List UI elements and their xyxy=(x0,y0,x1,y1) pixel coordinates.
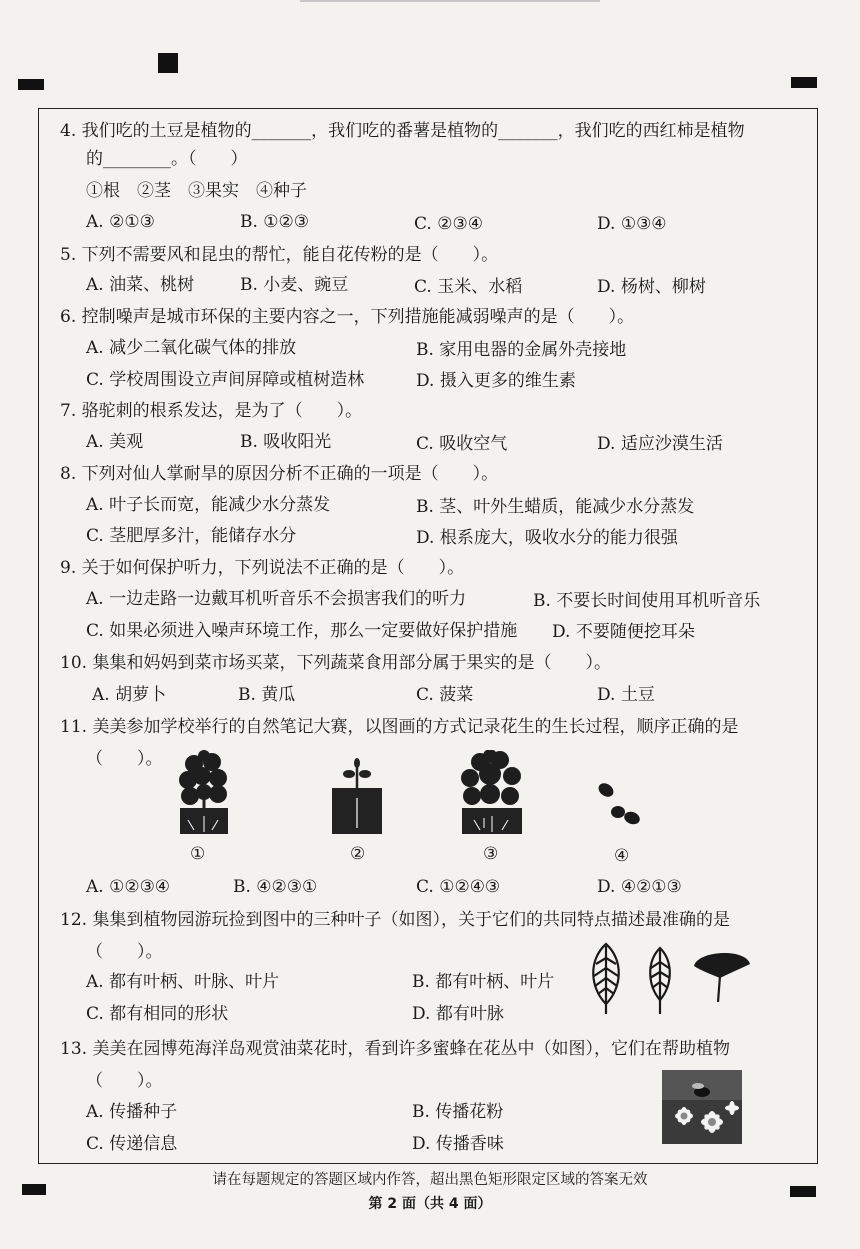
question-10-option-a[interactable]: A. 胡萝卜 xyxy=(92,685,167,705)
question-6-option-c[interactable]: C. 学校周围设立声间屏障或植树造林 xyxy=(86,370,365,390)
question-11-option-c[interactable]: C. ①②④③ xyxy=(416,877,501,897)
question-9-option-a[interactable]: A. 一边走路一边戴耳机听音乐不会损害我们的听力 xyxy=(86,589,467,609)
question-5-option-b[interactable]: B. 小麦、豌豆 xyxy=(240,275,349,295)
page-number: 第 2 面（共 4 面） xyxy=(368,1196,492,1212)
question-13-option-a[interactable]: A. 传播种子 xyxy=(86,1102,178,1122)
question-11-stem: 11. 美美参加学校举行的自然笔记大赛，以图画的方式记录花生的生长过程，顺序正确的是 xyxy=(60,717,739,737)
question-5-stem: 5. 下列不需要风和昆虫的帮忙，能自花传粉的是（ ）。 xyxy=(60,245,499,265)
question-4-option-a[interactable]: A. ②①③ xyxy=(86,212,155,232)
question-11-option-d[interactable]: D. ④②①③ xyxy=(597,877,682,897)
question-8-option-d[interactable]: D. 根系庞大，吸收水分的能力很强 xyxy=(416,528,678,548)
question-7-option-b[interactable]: B. 吸收阳光 xyxy=(240,432,332,452)
question-6-option-d[interactable]: D. 摄入更多的维生素 xyxy=(416,371,576,391)
registration-mark xyxy=(18,79,44,90)
top-scan-edge xyxy=(300,0,600,2)
question-13-stem: （ ）。 xyxy=(86,1071,163,1091)
peanut-stage-3-image xyxy=(460,750,524,836)
question-8-option-b[interactable]: B. 茎、叶外生蜡质，能减少水分蒸发 xyxy=(416,497,695,517)
question-13-option-d[interactable]: D. 传播香味 xyxy=(412,1134,504,1154)
question-4-option-b[interactable]: B. ①②③ xyxy=(240,212,310,232)
question-9-option-c[interactable]: C. 如果必须进入噪声环境工作，那么一定要做好保护措施 xyxy=(86,621,518,641)
question-4-stem: 的________。（ ） xyxy=(86,149,248,169)
question-10-option-c[interactable]: C. 菠菜 xyxy=(416,685,474,705)
question-9-stem: 9. 关于如何保护听力，下列说法不正确的是（ ）。 xyxy=(60,558,465,578)
question-12-option-d[interactable]: D. 都有叶脉 xyxy=(412,1004,504,1024)
question-11-figure-label-2: ② xyxy=(350,844,366,864)
bee-flowers-photo xyxy=(662,1070,742,1144)
question-7-stem: 7. 骆驼刺的根系发达，是为了（ ）。 xyxy=(60,401,363,421)
question-13-stem: 13. 美美在园博苑海洋岛观赏油菜花时，看到许多蜜蜂在花丛中（如图），它们在帮助植物 xyxy=(60,1039,730,1059)
question-11-option-b[interactable]: B. ④②③① xyxy=(233,877,318,897)
peanut-stage-1-image xyxy=(178,750,230,836)
question-10-stem: 10. 集集和妈妈到菜市场买菜，下列蔬菜食用部分属于果实的是（ ）。 xyxy=(60,653,611,673)
question-9-option-b[interactable]: B. 不要长时间使用耳机听音乐 xyxy=(533,591,761,611)
peanut-stage-4-image xyxy=(594,778,646,830)
question-4-option-c[interactable]: C. ②③④ xyxy=(414,214,483,234)
question-5-option-d[interactable]: D. 杨树、柳树 xyxy=(597,277,706,297)
question-10-option-d[interactable]: D. 土豆 xyxy=(597,685,655,705)
question-11-figure-label-3: ③ xyxy=(483,844,499,864)
question-11-figure-label-1: ① xyxy=(190,844,206,864)
question-5-option-a[interactable]: A. 油菜、桃树 xyxy=(86,275,195,295)
question-9-option-d[interactable]: D. 不要随便挖耳朵 xyxy=(552,622,695,642)
registration-mark xyxy=(791,77,817,88)
question-12-option-b[interactable]: B. 都有叶柄、叶片 xyxy=(412,972,555,992)
question-13-option-c[interactable]: C. 传递信息 xyxy=(86,1134,178,1154)
question-7-option-d[interactable]: D. 适应沙漠生活 xyxy=(597,434,723,454)
question-7-option-c[interactable]: C. 吸收空气 xyxy=(416,434,508,454)
question-10-option-b[interactable]: B. 黄瓜 xyxy=(238,685,296,705)
question-8-option-c[interactable]: C. 茎肥厚多汁，能储存水分 xyxy=(86,526,297,546)
footer-notice: 请在每题规定的答题区域内作答，超出黑色矩形限定区域的答案无效 xyxy=(212,1172,648,1188)
question-12-stem: 12. 集集到植物园游玩捡到图中的三种叶子（如图），关于它们的共同特点描述最准确的是 xyxy=(60,910,730,930)
question-12-option-c[interactable]: C. 都有相同的形状 xyxy=(86,1004,229,1024)
question-7-option-a[interactable]: A. 美观 xyxy=(86,432,144,452)
registration-mark xyxy=(158,53,178,73)
question-6-stem: 6. 控制噪声是城市环保的主要内容之一，下列措施能减弱噪声的是（ ）。 xyxy=(60,307,635,327)
question-8-option-a[interactable]: A. 叶子长而宽，能减少水分蒸发 xyxy=(86,495,331,515)
question-4-choices: ①根 ②茎 ③果实 ④种子 xyxy=(86,181,307,201)
question-11-figure-label-4: ④ xyxy=(614,846,630,866)
question-6-option-a[interactable]: A. 减少二氧化碳气体的排放 xyxy=(86,338,297,358)
question-6-option-b[interactable]: B. 家用电器的金属外壳接地 xyxy=(416,340,627,360)
question-11-option-a[interactable]: A. ①②③④ xyxy=(86,877,171,897)
question-12-stem: （ ）。 xyxy=(86,942,163,962)
question-11-stem: （ ）。 xyxy=(86,749,163,769)
peanut-stage-2-image xyxy=(330,758,384,836)
question-8-stem: 8. 下列对仙人掌耐旱的原因分析不正确的一项是（ ）。 xyxy=(60,464,499,484)
question-12-option-a[interactable]: A. 都有叶柄、叶脉、叶片 xyxy=(86,972,280,992)
question-5-option-c[interactable]: C. 玉米、水稻 xyxy=(414,277,523,297)
question-4-option-d[interactable]: D. ①③④ xyxy=(597,214,667,234)
question-4-stem: 4. 我们吃的土豆是植物的_______，我们吃的番薯是植物的_______，我们吃的西红柿是植物 xyxy=(60,121,745,141)
leaves-image xyxy=(586,938,756,1016)
question-13-option-b[interactable]: B. 传播花粉 xyxy=(412,1102,504,1122)
